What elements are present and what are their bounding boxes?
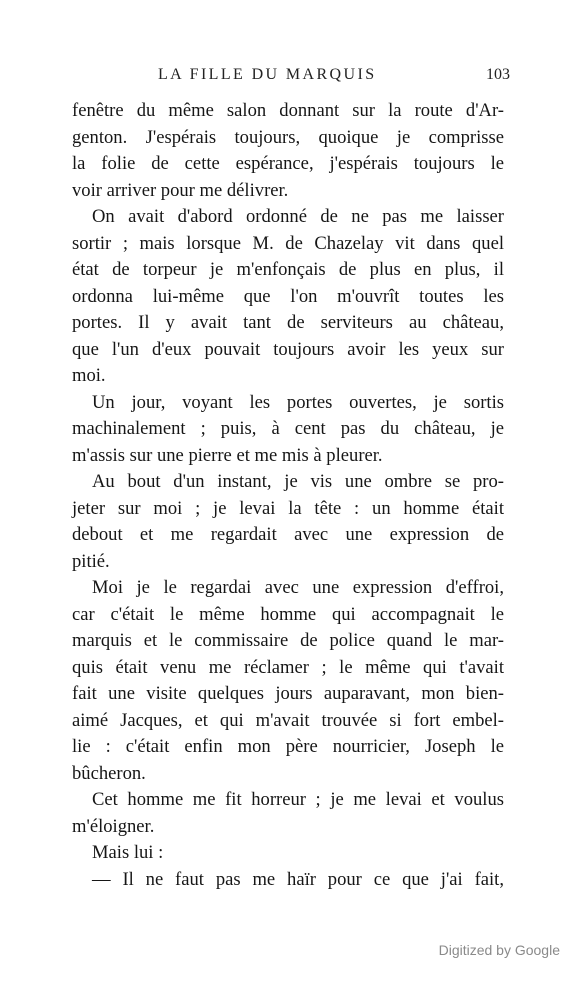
text-line: Au bout d'un instant, je vis une ombre se pro- — [92, 471, 504, 492]
text-line: Moi je le regardai avec une expression d'effroi, — [92, 577, 504, 598]
text-line: jeter sur moi ; je levai la tête : un homme était — [72, 497, 504, 519]
text-line: aimé Jacques, et qui m'avait trouvée si fort embel- — [72, 709, 504, 731]
text-line: état de torpeur je m'enfonçais de plus en plus, il — [72, 259, 504, 280]
text-line: fenêtre du même salon donnant sur la route d'Ar- — [72, 100, 504, 121]
text-line: quis était venu me réclamer ; le même qui t'avait — [72, 656, 504, 678]
text-line: bûcheron. — [72, 762, 146, 784]
text-line: Mais lui : — [92, 842, 164, 863]
text-line: moi. — [72, 365, 106, 386]
digitized-watermark: Digitized by Google — [438, 942, 560, 958]
running-title: LA FILLE DU MARQUIS — [158, 66, 377, 83]
text-line: machinalement ; puis, à cent pas du château, je — [72, 418, 504, 439]
text-line: m'éloigner. — [72, 815, 155, 837]
text-line: Un jour, voyant les portes ouvertes, je sortis — [92, 391, 504, 413]
text-line: ordonna lui-même que l'on m'ouvrît toutes les — [72, 285, 504, 307]
text-line: pitié. — [72, 550, 110, 572]
text-line: — Il ne faut pas me haïr pour ce que j'ai fait, — [92, 868, 504, 890]
text-line: debout et me regardait avec une expression de — [72, 524, 504, 545]
text-line: car c'était le même homme qui accompagnait le — [72, 603, 504, 625]
text-line: On avait d'abord ordonné de ne pas me laisser — [92, 206, 504, 227]
text-line: sortir ; mais lorsque M. de Chazelay vit dans quel — [72, 232, 504, 254]
text-line: Cet homme me fit horreur ; je me levai et voulus — [92, 789, 504, 810]
text-line: portes. Il y avait tant de serviteurs au château, — [72, 312, 504, 333]
text-line: que l'un d'eux pouvait toujours avoir les yeux sur — [72, 338, 504, 360]
text-line: la folie de cette espérance, j'espérais toujours le — [72, 153, 504, 174]
running-head — [72, 66, 510, 90]
page-number: 103 — [486, 66, 510, 83]
text-line: marquis et le commissaire de police quand le mar- — [72, 630, 504, 651]
text-line: genton. J'espérais toujours, quoique je comprisse — [72, 126, 504, 148]
text-line: lie : c'était enfin mon père nourricier, Joseph le — [72, 736, 504, 757]
text-line: voir arriver pour me délivrer. — [72, 179, 289, 201]
body-text — [72, 98, 504, 893]
text-line: fait une visite quelques jours auparavant, mon bien- — [72, 683, 504, 704]
text-line: m'assis sur une pierre et me mis à pleurer. — [72, 444, 383, 466]
